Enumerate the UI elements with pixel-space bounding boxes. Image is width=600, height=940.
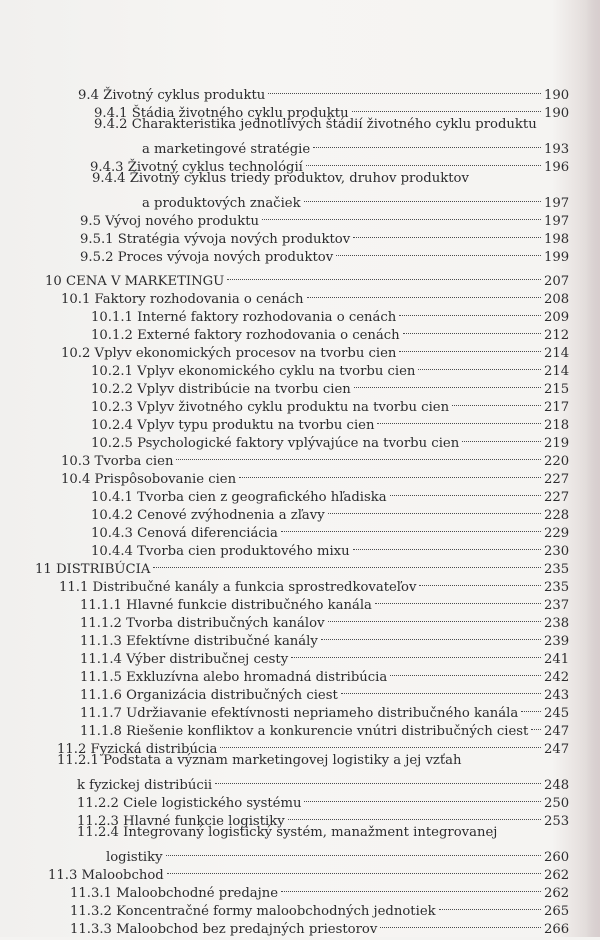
toc-entry xyxy=(80,697,570,721)
toc-entry xyxy=(80,625,570,649)
toc-entry xyxy=(80,607,570,631)
toc-entry xyxy=(80,205,570,229)
toc-entry-title: 11.1.8 Riešenie konfliktov a konkurencie vnútri distribučných ciest xyxy=(80,724,529,739)
toc-page-number: 265 xyxy=(544,904,570,919)
toc-entry-title: 9.5 Vývoj nového produktu xyxy=(80,214,259,229)
dot-leader xyxy=(328,499,541,519)
toc-entry-title: 10.2.5 Psychologické faktory vplývajúce na tvorbu cien xyxy=(91,436,460,451)
dot-leader xyxy=(419,571,541,591)
toc-entry-title: 9.4 Životný cyklus produktu xyxy=(78,88,266,103)
toc-page-number: 193 xyxy=(544,142,570,157)
toc-entry xyxy=(61,337,570,361)
dot-leader xyxy=(399,337,541,357)
toc-entry xyxy=(78,79,570,103)
toc-entry xyxy=(59,571,570,595)
toc-page-number: 196 xyxy=(544,160,570,175)
toc-page-number: 190 xyxy=(544,88,570,103)
toc-page-number: 243 xyxy=(544,688,570,703)
toc-entry-title: 11 DISTRIBÚCIA xyxy=(35,562,151,577)
dot-leader xyxy=(306,151,541,171)
toc-entry-title: 11.3.3 Maloobchod bez predajných priestorov xyxy=(70,922,378,937)
toc-entry-title: 10.2.2 Vplyv distribúcie na tvorbu cien xyxy=(91,382,351,397)
toc-entry xyxy=(91,499,570,523)
toc-entry-title: 10.1 Faktory rozhodovania o cenách xyxy=(61,292,304,307)
toc-page-number: 227 xyxy=(544,472,570,487)
toc-entry-title: 10.2 Vplyv ekonomických procesov na tvorbu cien xyxy=(61,346,397,361)
toc-page-number: 217 xyxy=(544,400,570,415)
dot-leader xyxy=(375,589,541,609)
toc-entry-title: 10.1.1 Interné faktory rozhodovania o cenách xyxy=(91,310,397,325)
toc-page-number: 227 xyxy=(544,490,570,505)
toc-page-number: 250 xyxy=(544,796,570,811)
dot-leader xyxy=(336,241,541,261)
toc-entry xyxy=(90,151,570,175)
toc-page-number: 260 xyxy=(544,850,570,865)
toc-entry xyxy=(70,877,570,901)
dot-leader xyxy=(166,841,541,861)
toc-page-number: 230 xyxy=(544,544,570,559)
toc-page-number: 218 xyxy=(544,418,570,433)
toc-page-number: 209 xyxy=(544,310,570,325)
dot-leader xyxy=(399,301,541,321)
dot-leader xyxy=(380,913,541,933)
toc-entry xyxy=(57,733,570,757)
toc-page-number: 197 xyxy=(544,214,570,229)
dot-leader xyxy=(418,355,541,375)
toc-page-number: 266 xyxy=(544,922,570,937)
dot-leader xyxy=(313,133,541,153)
toc-entry xyxy=(94,115,537,135)
toc-page-number: 241 xyxy=(544,652,570,667)
toc-page-number: 208 xyxy=(544,292,570,307)
toc-page-number: 262 xyxy=(544,868,570,883)
toc-entry-title: 10.4.2 Cenové zvýhodnenia a zľavy xyxy=(91,508,325,523)
toc-entry-title: 11.2 Fyzická distribúcia xyxy=(57,742,218,757)
toc-entry xyxy=(77,805,570,829)
toc-entry-title: a marketingové stratégie xyxy=(142,142,311,157)
toc-entry xyxy=(35,553,570,577)
toc-entry-title: 10.4.3 Cenová diferenciácia xyxy=(91,526,278,541)
toc-entry-title: k fyzickej distribúcii xyxy=(77,778,213,793)
toc-page-number: 247 xyxy=(544,742,570,757)
dot-leader xyxy=(354,373,541,393)
toc-entry-title: 11.2.3 Hlavné funkcie logistiky xyxy=(77,814,285,829)
toc-page-number: 247 xyxy=(544,724,570,739)
toc-entry xyxy=(91,481,570,505)
toc-entry xyxy=(94,97,570,121)
toc-entry xyxy=(80,643,570,667)
toc-entry xyxy=(91,391,570,415)
toc-entry-title: 10.1.2 Externé faktory rozhodovania o cenách xyxy=(91,328,400,343)
toc-entry-title: 11.1.6 Organizácia distribučných ciest xyxy=(80,688,338,703)
dot-leader xyxy=(215,769,541,789)
dot-leader xyxy=(153,553,541,573)
toc-entry-title: 10.4 Prispôsobovanie cien xyxy=(61,472,237,487)
dot-leader xyxy=(239,463,541,483)
toc-entry-title: 11.2.1 Podstata a význam marketingovej logistiky a jej vzťah xyxy=(57,753,462,768)
toc-entry-title: 11.1.3 Efektívne distribučné kanály xyxy=(80,634,318,649)
dot-leader xyxy=(353,535,541,555)
dot-leader xyxy=(304,787,541,807)
toc-entry xyxy=(70,895,570,919)
dot-leader xyxy=(531,715,541,735)
dot-leader xyxy=(462,427,541,447)
toc-page-number: 214 xyxy=(544,364,570,379)
toc-entry-title: 9.4.1 Štádia životného cyklu produktu xyxy=(94,106,349,121)
toc-entry-title: 11.1.5 Exkluzívna alebo hromadná distribúcia xyxy=(80,670,388,685)
dot-leader xyxy=(341,679,541,699)
toc-page-number: 212 xyxy=(544,328,570,343)
toc-entry xyxy=(45,265,570,289)
toc-entry xyxy=(80,223,570,247)
toc-entry-title: 9.4.2 Charakteristika jednotlivých štádií životného cyklu produktu xyxy=(94,117,537,132)
toc-page-number: 220 xyxy=(544,454,570,469)
toc-entry-title: 11.1.1 Hlavné funkcie distribučného kanála xyxy=(80,598,372,613)
toc-entry-title: 10.2.1 Vplyv ekonomického cyklu na tvorbu cien xyxy=(91,364,416,379)
toc-page-number: 228 xyxy=(544,508,570,523)
dot-leader xyxy=(452,391,541,411)
toc-entry-title: 10.3 Tvorba cien xyxy=(61,454,174,469)
toc-page-number: 199 xyxy=(544,250,570,265)
toc-entry xyxy=(92,169,469,189)
dot-leader xyxy=(167,859,541,879)
toc-page-number: 214 xyxy=(544,346,570,361)
toc-entry xyxy=(91,319,570,343)
toc-entry xyxy=(91,517,570,541)
toc-page-number: 190 xyxy=(544,106,570,121)
toc-entry-title: 11.3.1 Maloobchodné predajne xyxy=(70,886,279,901)
toc-entry-title: 10.4.4 Tvorba cien produktového mixu xyxy=(91,544,350,559)
toc-entry-title: 11.2.2 Ciele logistického systému xyxy=(77,796,302,811)
toc-entry xyxy=(142,187,570,211)
toc-entry xyxy=(91,409,570,433)
toc-entry-title: 11.1.2 Tvorba distribučných kanálov xyxy=(80,616,325,631)
dot-leader xyxy=(288,805,541,825)
toc-entry-title: 10.2.3 Vplyv životného cyklu produktu na tvorbu cien xyxy=(91,400,450,415)
toc-page-number: 198 xyxy=(544,232,570,247)
dot-leader xyxy=(321,625,541,645)
dot-leader xyxy=(220,733,541,753)
toc-entry xyxy=(91,355,570,379)
toc-page-number: 248 xyxy=(544,778,570,793)
toc-page-number: 219 xyxy=(544,436,570,451)
dot-leader xyxy=(328,607,541,627)
toc-entry xyxy=(142,133,570,157)
toc-entry-title: 11.2.4 Integrovaný logistický systém, manažment integrovanej xyxy=(77,825,498,840)
toc-entry-title: logistiky xyxy=(106,850,163,865)
dot-leader xyxy=(439,895,541,915)
dot-leader xyxy=(281,877,541,897)
toc-entry xyxy=(77,823,497,843)
dot-leader xyxy=(377,409,541,429)
toc-entry-title: 10 CENA V MARKETINGU xyxy=(45,274,225,289)
toc-page-number: 235 xyxy=(544,580,570,595)
dot-leader xyxy=(176,445,541,465)
toc-entry xyxy=(61,445,570,469)
toc-entry-title: 9.4.3 Životný cyklus technológií xyxy=(90,160,303,175)
toc-entry xyxy=(48,859,570,883)
toc-entry xyxy=(80,715,570,739)
toc-page-number: 238 xyxy=(544,616,570,631)
toc-entry xyxy=(91,373,570,397)
dot-leader xyxy=(227,265,541,285)
toc-page-number: 262 xyxy=(544,886,570,901)
toc-page-number: 235 xyxy=(544,562,570,577)
toc-entry-title: 11.3 Maloobchod xyxy=(48,868,164,883)
toc-entry xyxy=(91,301,570,325)
toc-entry xyxy=(106,841,570,865)
toc-entry-title: 11.1.7 Udržiavanie efektívnosti nepriameho distribučného kanála xyxy=(80,706,519,721)
toc-page-number: 215 xyxy=(544,382,570,397)
toc-page-number: 239 xyxy=(544,634,570,649)
dot-leader xyxy=(262,205,541,225)
toc-entry xyxy=(91,427,570,451)
toc-entry-title: 10.4.1 Tvorba cien z geografického hľadiska xyxy=(91,490,387,505)
dot-leader xyxy=(291,643,541,663)
dot-leader xyxy=(390,661,541,681)
toc-entry-title: 9.5.2 Proces vývoja nových produktov xyxy=(80,250,334,265)
toc-entry-title: 10.2.4 Vplyv typu produktu na tvorbu cien xyxy=(91,418,375,433)
toc-page-number: 245 xyxy=(544,706,570,721)
toc-entry xyxy=(91,535,570,559)
dot-leader xyxy=(403,319,541,339)
toc-entry xyxy=(80,241,570,265)
toc-entry-title: 11.1.4 Výber distribučnej cesty xyxy=(80,652,289,667)
toc-entry xyxy=(80,679,570,703)
toc-entry xyxy=(80,589,570,613)
toc-entry xyxy=(77,769,570,793)
toc-page-number: 237 xyxy=(544,598,570,613)
dot-leader xyxy=(390,481,541,501)
toc-page-number: 253 xyxy=(544,814,570,829)
toc-entry xyxy=(77,787,570,811)
dot-leader xyxy=(353,223,541,243)
toc-entry xyxy=(80,661,570,685)
toc-entry xyxy=(61,463,570,487)
dot-leader xyxy=(304,187,541,207)
dot-leader xyxy=(521,697,541,717)
toc-entry xyxy=(57,751,462,771)
toc-entry xyxy=(70,913,570,937)
toc-entry-title: 9.4.4 Životný cyklus triedy produktov, druhov produktov xyxy=(92,171,469,186)
dot-leader xyxy=(307,283,542,303)
toc-page-number: 197 xyxy=(544,196,570,211)
toc-entry-title: a produktových značiek xyxy=(142,196,301,211)
toc-page-number: 207 xyxy=(544,274,570,289)
toc-page-number: 242 xyxy=(544,670,570,685)
toc-page-number: 229 xyxy=(544,526,570,541)
dot-leader xyxy=(268,79,541,99)
toc-entry-title: 11.3.2 Koncentračné formy maloobchodných jednotiek xyxy=(70,904,436,919)
toc-entry-title: 9.5.1 Stratégia vývoja nových produktov xyxy=(80,232,351,247)
page-edge-shadow xyxy=(586,0,600,937)
dot-leader xyxy=(352,97,541,117)
toc-entry xyxy=(61,283,570,307)
dot-leader xyxy=(281,517,541,537)
toc-entry-title: 11.1 Distribučné kanály a funkcia sprostredkovateľov xyxy=(59,580,417,595)
